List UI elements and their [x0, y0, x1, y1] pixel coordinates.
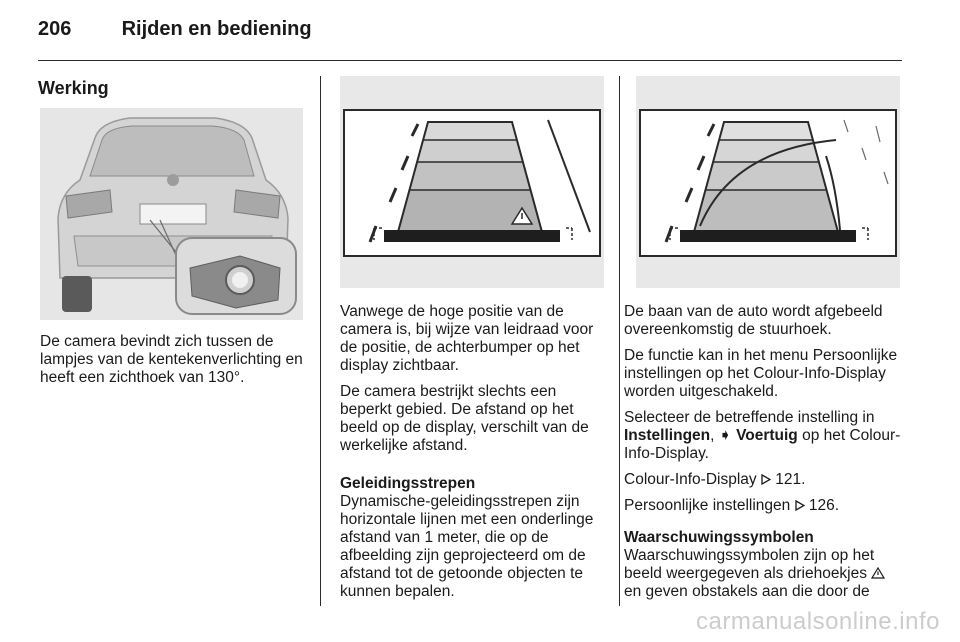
column-1-text [40, 333, 310, 395]
page-header [38, 18, 312, 41]
arrow-right-icon: ➧ [718, 427, 732, 444]
camera-location-figure [40, 108, 303, 320]
column-3-text [624, 303, 902, 609]
warning-symbols-paragraph: Waarschuwingssymbolen zijn op het beeld weergegeven als driehoekjes en geven obstakels aan die door de [624, 547, 902, 601]
camera-area-paragraph: De camera bestrijkt slechts een beperkt gebied. De afstand op het beeld op de display, verschilt van de werkelijke afstand. [340, 383, 589, 454]
trajectory-paragraph: De baan van de auto wordt afgebeeld overeenkomstig de stuurhoek. [624, 303, 883, 338]
vehicle-menu-label: Voertuig [736, 427, 798, 444]
watermark: carmanualsonline.info [696, 608, 940, 635]
camera-description: De camera bevindt zich tussen de lampjes van de kentekenverlichting en heeft een zichthoek van 130°. [40, 333, 303, 386]
warning-triangle-icon [871, 567, 885, 579]
reference-arrow-icon [761, 474, 771, 485]
guides-paragraph: Dynamische-geleidingsstrepen zijn horizontale lijnen met een onderlinge afstand van 1 meter, die op de afbeelding zijn geprojecteerd om de afstand tot de getoonde objecten te kunnen bepalen. [340, 493, 594, 600]
settings-paragraph: Selecteer de betreffende instelling in Instellingen, ➧ Voertuig op het Colour-Info-Display. [624, 409, 901, 462]
reference-arrow-icon [795, 500, 805, 511]
header-rule [38, 60, 902, 61]
section-title: Werking [38, 78, 109, 98]
cross-reference-2: Persoonlijke instellingen 126. [624, 497, 840, 514]
settings-menu-label: Instellingen [624, 427, 711, 444]
cross-reference-1: Colour-Info-Display 121. [624, 471, 806, 488]
column-divider [619, 76, 620, 606]
bumper-paragraph: Vanwege de hoge positie van de camera is, bij wijze van leidraad voor de positie, de achterbumper op het display zichtbaar. [340, 303, 594, 374]
trajectory-lines-figure [636, 76, 900, 288]
page-number: 206 [38, 18, 72, 40]
guides-heading: Geleidingsstrepen [340, 475, 476, 492]
guide-lines-figure [340, 76, 604, 288]
disable-paragraph: De functie kan in het menu Persoonlijke instellingen op het Colour-Info-Display worden uitgeschakeld. [624, 347, 898, 400]
column-divider [320, 76, 321, 606]
chapter-title: Rijden en bediening [121, 18, 312, 40]
column-2-text [340, 303, 605, 609]
warning-symbols-heading: Waarschuwingssymbolen [624, 529, 814, 546]
